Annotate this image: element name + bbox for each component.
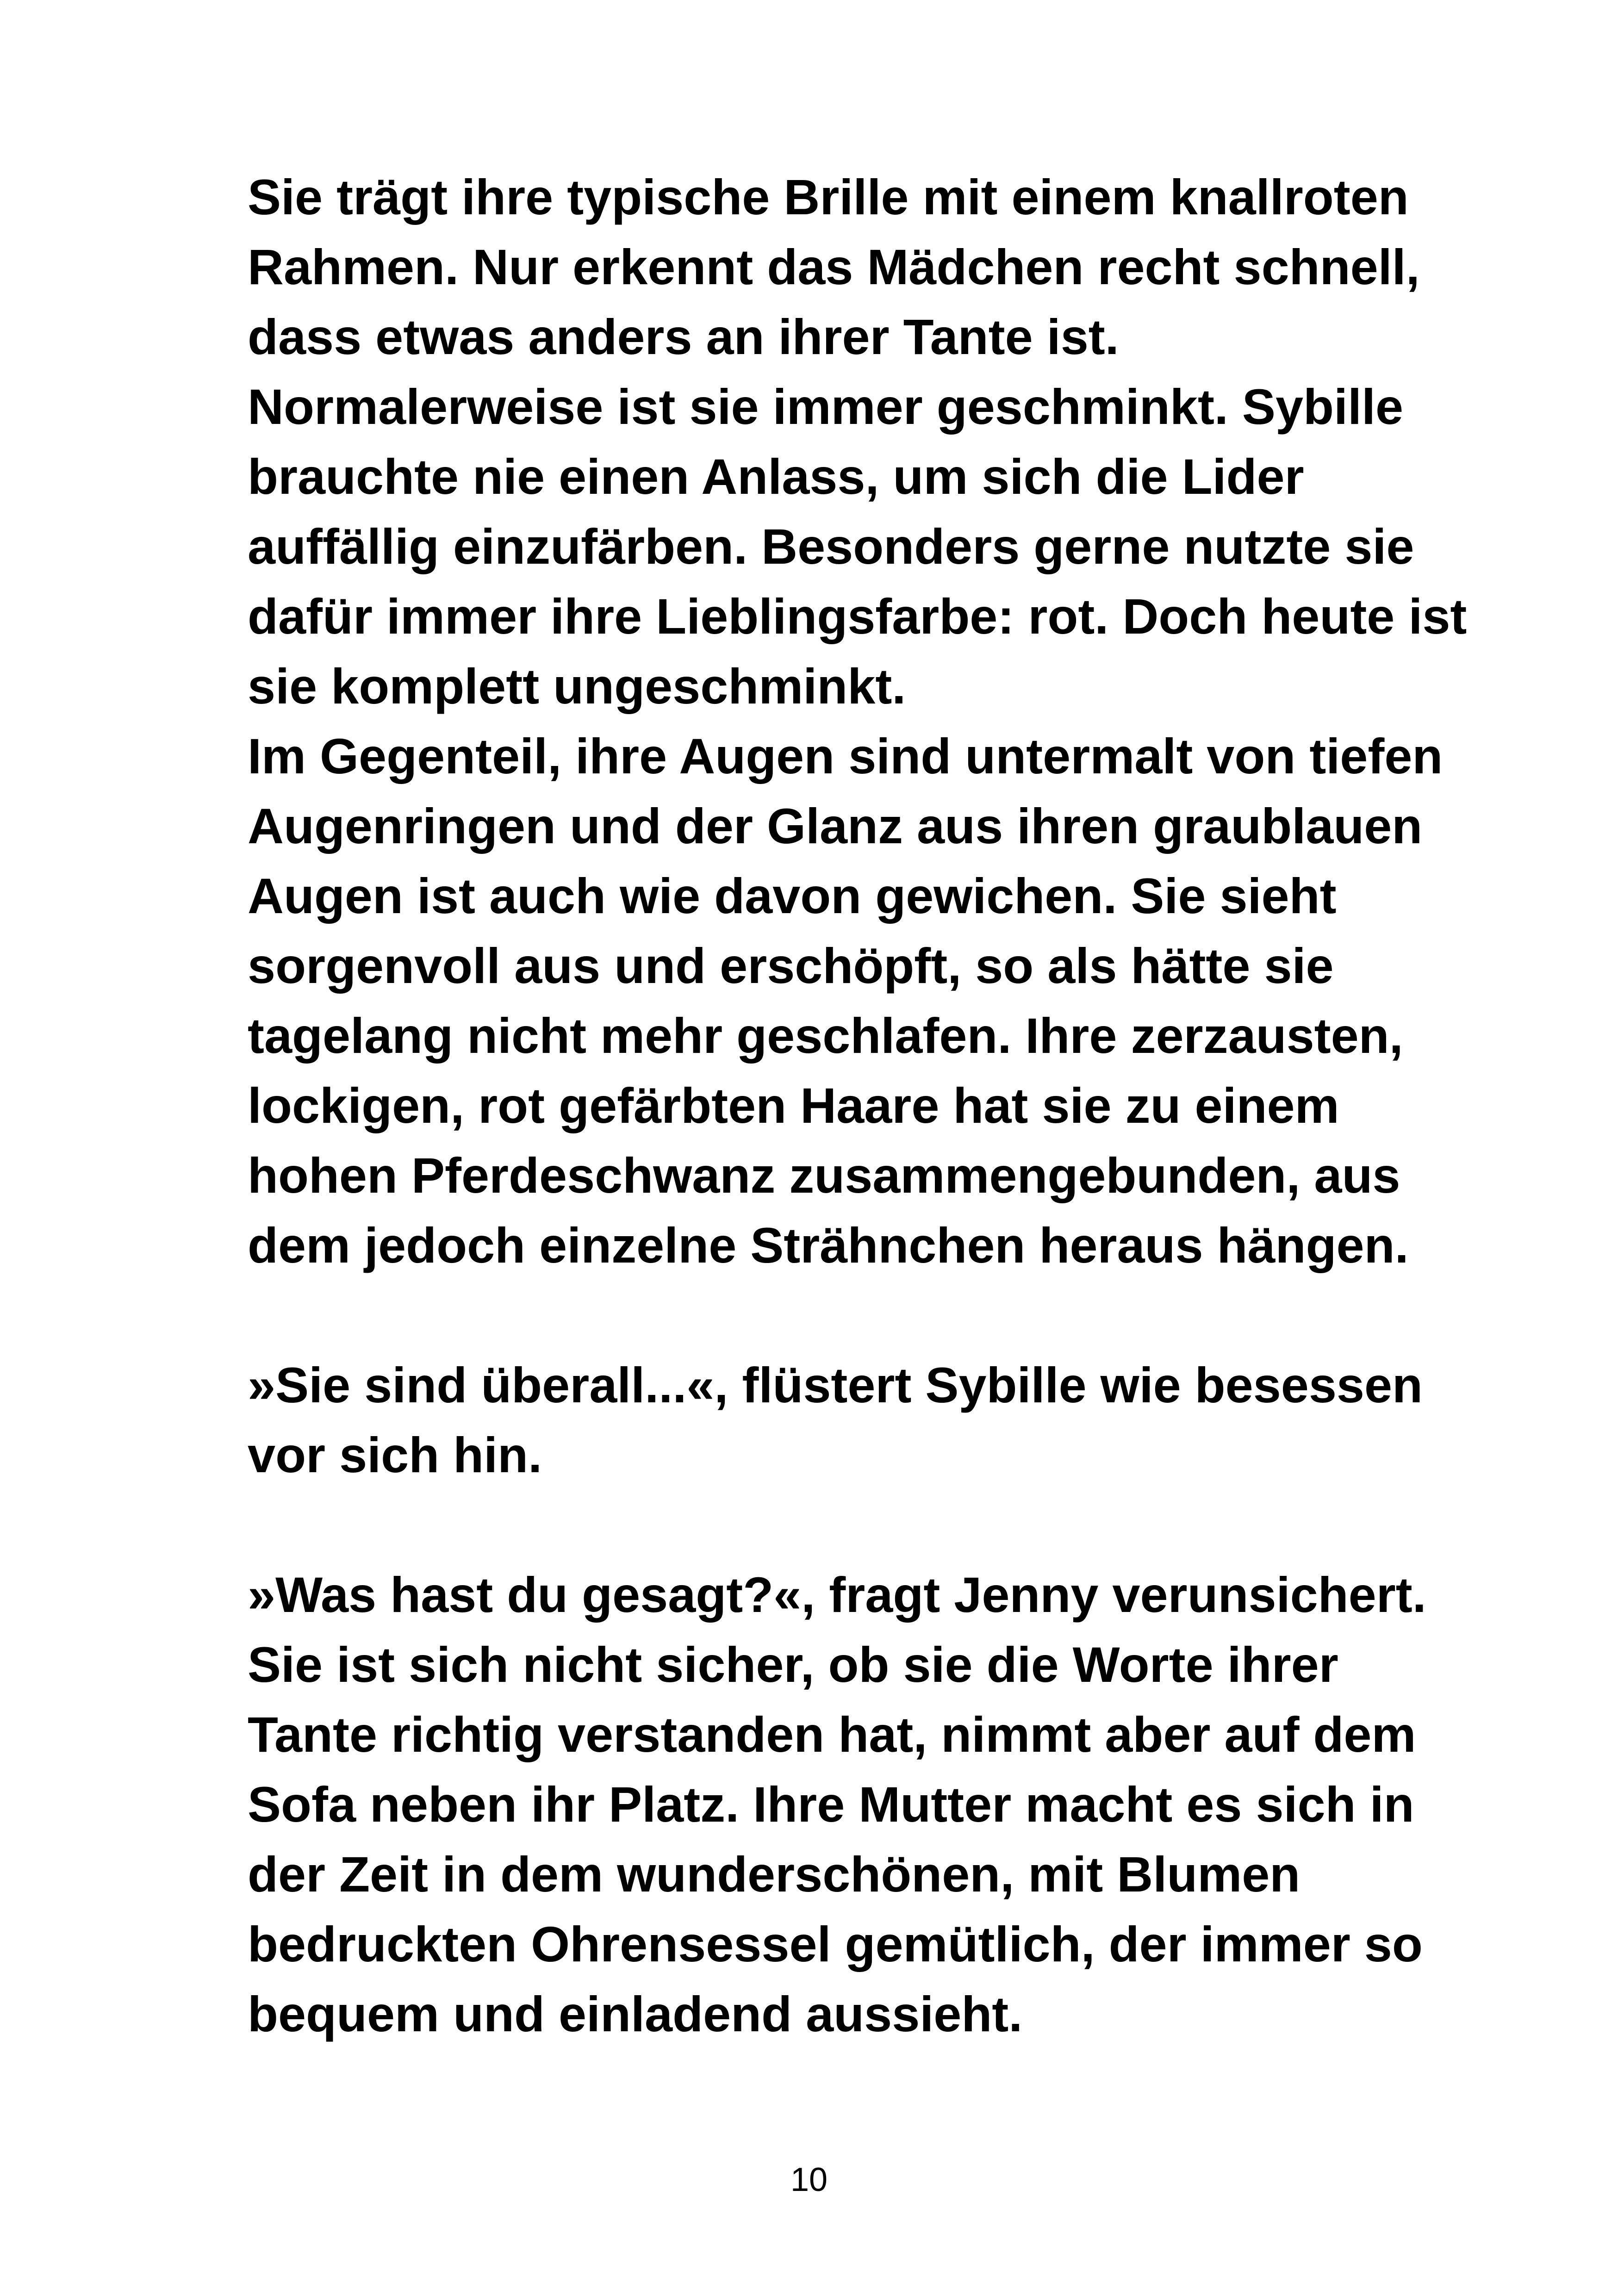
text-line: vor sich hin.: [248, 1427, 542, 1483]
text-line: Augen ist auch wie davon gewichen. Sie sieht: [248, 868, 1337, 924]
paragraph-3: [248, 1560, 1497, 2049]
paragraph-gap: [248, 1490, 1497, 1560]
text-line: »Sie sind überall...«, flüstert Sybille wie besessen: [248, 1357, 1423, 1413]
text-line: sie komplett ungeschminkt.: [248, 658, 906, 714]
text-line: sorgenvoll aus und erschöpft, so als hätte sie: [248, 938, 1334, 994]
text-line: der Zeit in dem wunderschönen, mit Blumen: [248, 1846, 1301, 1902]
text-line: Normalerweise ist sie immer geschminkt. Sybille: [248, 379, 1404, 435]
text-line: Im Gegenteil, ihre Augen sind untermalt von tiefen: [248, 728, 1443, 784]
page-number: 10: [790, 2161, 828, 2198]
text-line: Tante richtig verstanden hat, nimmt aber auf dem: [248, 1706, 1416, 1762]
text-line: Sie ist sich nicht sicher, ob sie die Worte ihrer: [248, 1636, 1338, 1692]
text-line: auffällig einzufärben. Besonders gerne nutzte sie: [248, 518, 1414, 574]
text-line: bequem und einladend aussieht.: [248, 1986, 1023, 2042]
text-line: Rahmen. Nur erkennt das Mädchen recht schnell,: [248, 239, 1420, 295]
paragraph-2: [248, 1350, 1497, 1490]
text-line: brauchte nie einen Anlass, um sich die Lider: [248, 448, 1304, 504]
text-line: dafür immer ihre Lieblingsfarbe: rot. Doch heute ist: [248, 588, 1467, 644]
text-line: Sie trägt ihre typische Brille mit einem knallroten: [248, 169, 1409, 225]
text-line: Augenringen und der Glanz aus ihren graublauen: [248, 798, 1423, 854]
text-line: lockigen, rot gefärbten Haare hat sie zu einem: [248, 1077, 1339, 1133]
paragraph-gap: [248, 1280, 1497, 1350]
body-text: [248, 162, 1497, 2049]
text-line: dem jedoch einzelne Strähnchen heraus hängen.: [248, 1217, 1409, 1273]
text-line: Sofa neben ihr Platz. Ihre Mutter macht es sich in: [248, 1776, 1414, 1832]
text-line: bedruckten Ohrensessel gemütlich, der immer so: [248, 1916, 1423, 1972]
paragraph-1: [248, 162, 1497, 1280]
text-line: tagelang nicht mehr geschlafen. Ihre zerzausten,: [248, 1008, 1403, 1064]
text-line: hohen Pferdeschwanz zusammengebunden, aus: [248, 1147, 1400, 1203]
text-line: dass etwas anders an ihrer Tante ist.: [248, 309, 1119, 365]
text-line: »Was hast du gesagt?«, fragt Jenny verunsichert.: [248, 1567, 1426, 1623]
